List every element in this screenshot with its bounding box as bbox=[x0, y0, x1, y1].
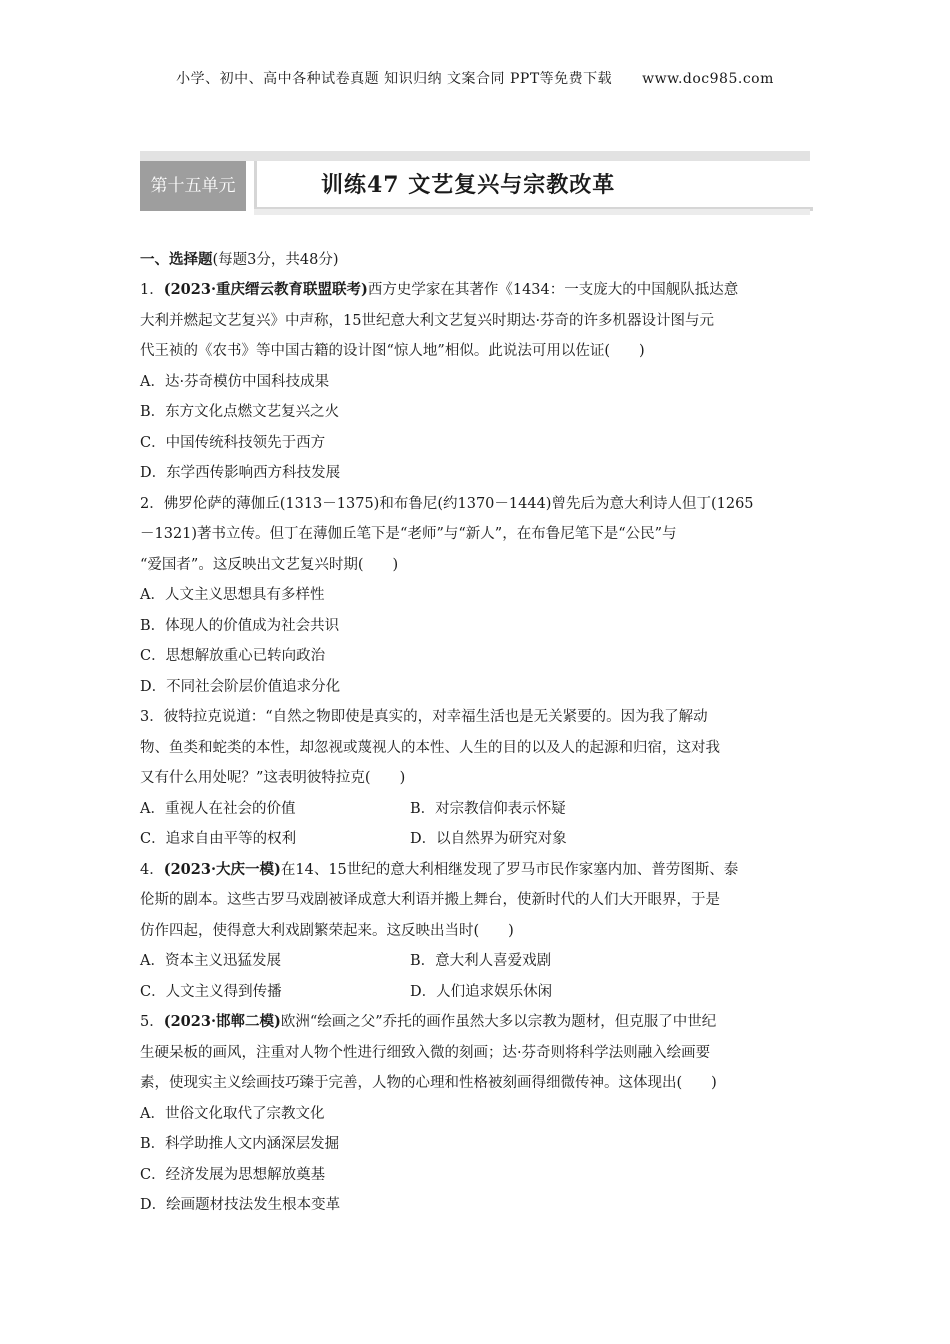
question-4 bbox=[140, 855, 812, 1008]
question-1-option-c[interactable]: C．中国传统科技领先于西方 bbox=[140, 434, 326, 451]
question-1-option-a[interactable]: A．达·芬奇模仿中国科技成果 bbox=[140, 373, 330, 390]
header-url[interactable]: www.doc985.com bbox=[642, 71, 774, 87]
header-text: 小学、初中、高中各种试卷真题 知识归纳 文案合同 PPT等免费下载 bbox=[176, 71, 613, 87]
question-4-line-2: 伦斯的剧本。这些古罗马戏剧被译成意大利语并搬上舞台，使新时代的人们大开眼界，于是 bbox=[140, 892, 720, 908]
question-4-option-c[interactable]: C．人文主义得到传播 bbox=[140, 983, 282, 1000]
question-3-option-a[interactable]: A．重视人在社会的价值 bbox=[140, 800, 296, 817]
question-4-option-a[interactable]: A．资本主义迅猛发展 bbox=[140, 953, 281, 969]
banner-bottom-band bbox=[254, 209, 810, 215]
question-1-line-3: 代王祯的《农书》等中国古籍的设计图“惊人地”相似。此说法可用以佐证( ) bbox=[140, 343, 645, 359]
question-4-option-b[interactable]: B．意大利人喜爱戏剧 bbox=[410, 953, 552, 969]
question-4-option-d[interactable]: D．人们追求娱乐休闲 bbox=[410, 983, 553, 1000]
question-5-option-c[interactable]: C．经济发展为思想解放奠基 bbox=[140, 1166, 326, 1183]
question-1-source: (2023·重庆缙云教育联盟联考) bbox=[163, 281, 368, 298]
question-3-line-3: 又有什么用处呢？”这表明彼特拉克( ) bbox=[140, 770, 406, 786]
question-5-text-1: 欧洲“绘画之父”乔托的画作虽然大多以宗教为题材，但克服了中世纪 bbox=[280, 1014, 717, 1030]
question-2-line-3: “爱国者”。这反映出文艺复兴时期( ) bbox=[140, 556, 399, 573]
section-note: (每题3分，共48分) bbox=[212, 252, 339, 268]
question-4-options-row-1 bbox=[140, 946, 812, 977]
question-1-number: 1． bbox=[140, 282, 164, 298]
question-3-option-d[interactable]: D．以自然界为研究对象 bbox=[410, 831, 567, 847]
question-2-option-b[interactable]: B．体现人的价值成为社会共识 bbox=[140, 617, 340, 634]
question-3-line-1: 3．彼特拉克说道：“自然之物即使是真实的，对幸福生活也是无关紧要的。因为我了解动 bbox=[140, 709, 708, 725]
section-label: 一、选择题 bbox=[140, 251, 213, 268]
question-2-line-2: －1321)著书立传。但丁在薄伽丘笔下是“老师”与“新人”，在布鲁尼笔下是“公民”与 bbox=[140, 526, 677, 542]
question-1 bbox=[140, 275, 812, 489]
question-1-text-1: 西方史学家在其著作《1434：一支庞大的中国舰队抵达意 bbox=[367, 282, 739, 298]
section-heading bbox=[140, 245, 812, 275]
question-1-option-d[interactable]: D．东学西传影响西方科技发展 bbox=[140, 465, 341, 481]
question-5-line-1 bbox=[140, 1007, 812, 1038]
question-3 bbox=[140, 702, 812, 855]
question-5-option-d[interactable]: D．绘画题材技法发生根本变革 bbox=[140, 1197, 341, 1213]
question-5-line-2: 生硬呆板的画风，注重对人物个性进行细致入微的刻画；达·芬奇则将科学法则融入绘画要 bbox=[140, 1044, 711, 1061]
question-4-options-row-2 bbox=[140, 977, 812, 1008]
question-2-option-c[interactable]: C．思想解放重心已转向政治 bbox=[140, 648, 326, 664]
question-4-line-1 bbox=[140, 855, 812, 886]
title-box bbox=[254, 161, 813, 211]
question-2-option-a[interactable]: A．人文主义思想具有多样性 bbox=[140, 587, 325, 603]
page-title: 训练47 文艺复兴与宗教改革 bbox=[321, 172, 616, 198]
page-header bbox=[0, 68, 950, 88]
question-5-number: 5． bbox=[140, 1014, 164, 1030]
question-5 bbox=[140, 1007, 812, 1221]
question-3-option-c[interactable]: C．追求自由平等的权利 bbox=[140, 831, 297, 847]
question-3-option-b[interactable]: B．对宗教信仰表示怀疑 bbox=[410, 800, 566, 817]
question-5-option-b[interactable]: B．科学助推人文内涵深层发掘 bbox=[140, 1136, 340, 1152]
question-3-line-2: 物、鱼类和蛇类的本性，却忽视或蔑视人的本性、人生的目的以及人的起源和归宿，这对我 bbox=[140, 739, 720, 756]
unit-banner bbox=[140, 151, 810, 215]
question-1-line-2: 大利并燃起文艺复兴》中声称，15世纪意大利文艺复兴时期达·芬奇的许多机器设计图与元 bbox=[140, 312, 715, 329]
question-3-options-row-1 bbox=[140, 794, 812, 825]
question-4-source: (2023·大庆一模) bbox=[163, 860, 281, 878]
question-5-option-a[interactable]: A．世俗文化取代了宗教文化 bbox=[140, 1105, 325, 1122]
question-content bbox=[140, 245, 812, 1221]
question-2 bbox=[140, 489, 812, 703]
question-1-option-b[interactable]: B．东方文化点燃文艺复兴之火 bbox=[140, 404, 340, 420]
question-5-source: (2023·邯郸二模) bbox=[163, 1013, 281, 1030]
question-4-line-3: 仿作四起，使得意大利戏剧繁荣起来。这反映出当时( ) bbox=[140, 922, 514, 939]
question-4-text-1: 在14、15世纪的意大利相继发现了罗马市民作家塞内加、普劳图斯、泰 bbox=[280, 861, 739, 878]
question-2-line-1: 2．佛罗伦萨的薄伽丘(1313－1375)和布鲁尼(约1370－1444)曾先后为意大利诗人但丁(1265 bbox=[140, 495, 754, 512]
question-4-number: 4． bbox=[140, 861, 164, 878]
question-5-line-3: 素，使现实主义绘画技巧臻于完善，人物的心理和性格被刻画得细微传神。这体现出( ) bbox=[140, 1075, 717, 1091]
question-1-line-1 bbox=[140, 275, 812, 306]
unit-tag: 第十五单元 bbox=[140, 161, 246, 211]
question-3-options-row-2 bbox=[140, 824, 812, 855]
question-2-option-d[interactable]: D．不同社会阶层价值追求分化 bbox=[140, 678, 341, 695]
banner-top-band bbox=[140, 151, 810, 161]
